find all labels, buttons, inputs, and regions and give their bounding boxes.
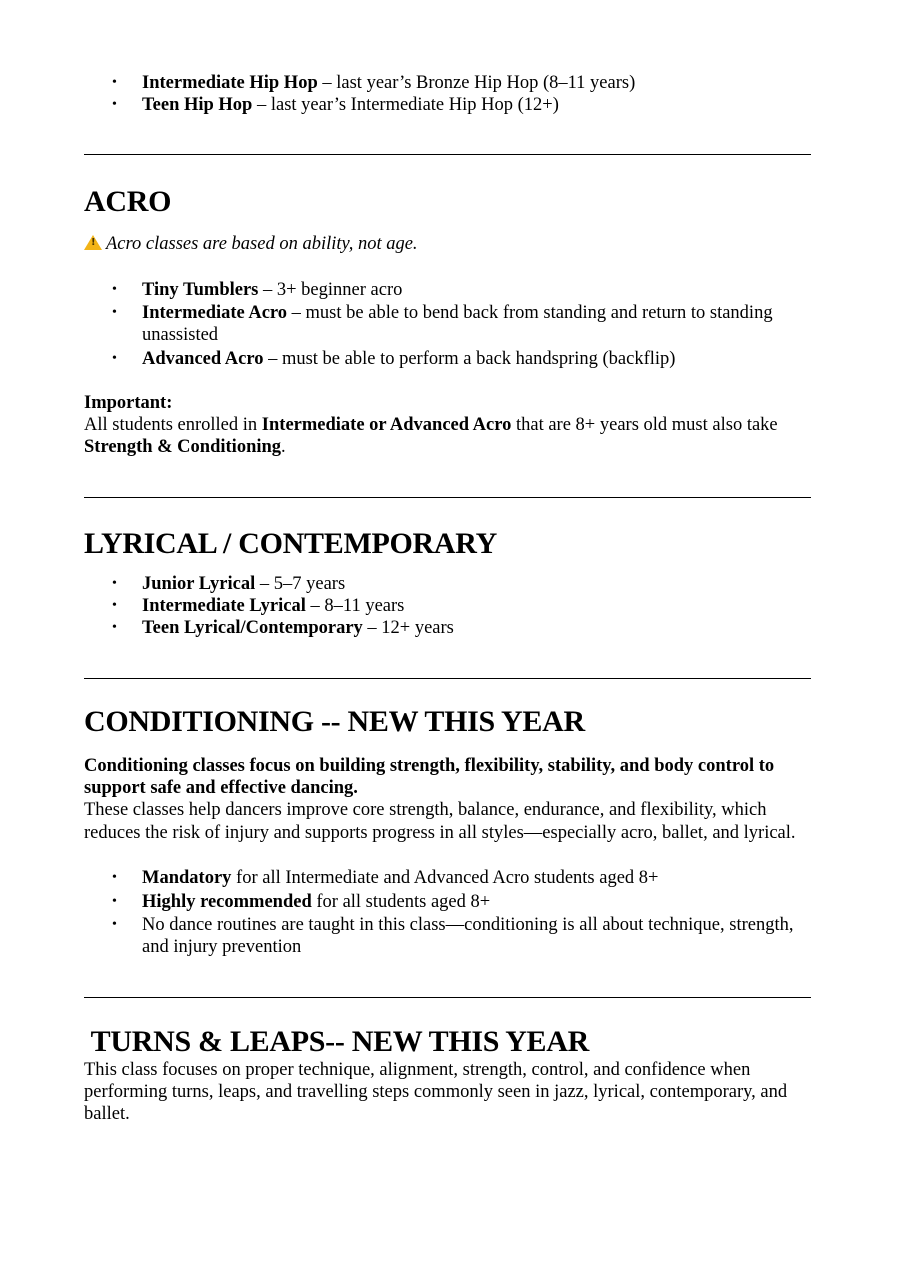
acro-heading: ACRO bbox=[84, 185, 172, 218]
class-name: Junior Lyrical bbox=[142, 574, 256, 594]
list-item bbox=[84, 595, 811, 617]
class-name: Intermediate Acro bbox=[142, 303, 288, 323]
class-desc: – must be able to bend back from standing and return to standing unassisted bbox=[142, 303, 773, 345]
warning-icon: ! bbox=[84, 235, 102, 250]
conditioning-list bbox=[84, 867, 811, 958]
acro-warning-text: Acro classes are based on ability, not age. bbox=[106, 234, 418, 254]
important-text: . bbox=[281, 437, 286, 457]
important-text: All students enrolled in bbox=[84, 415, 262, 435]
lyrical-heading: LYRICAL / CONTEMPORARY bbox=[84, 527, 497, 560]
important-text: that are 8+ years old must also take bbox=[511, 415, 778, 435]
class-name: Tiny Tumblers bbox=[142, 280, 259, 300]
class-desc: – last year’s Intermediate Hip Hop (12+) bbox=[252, 95, 559, 115]
bullet: • bbox=[112, 75, 117, 90]
class-name: Advanced Acro bbox=[142, 349, 264, 369]
bullet: • bbox=[112, 917, 117, 932]
bullet: • bbox=[112, 870, 117, 885]
class-name: Teen Hip Hop bbox=[142, 95, 253, 115]
acro-list bbox=[84, 279, 811, 370]
bullet: • bbox=[112, 576, 117, 591]
document-page bbox=[84, 72, 811, 1125]
turns-body: This class focuses on proper technique, alignment, strength, control, and confidence when performing turns, leaps, and travelling steps commonly seen in jazz, lyrical, contemporary, and ballet. bbox=[84, 1060, 788, 1124]
class-name: Intermediate Lyrical bbox=[142, 596, 306, 616]
bullet: • bbox=[112, 97, 117, 112]
class-desc: – 5–7 years bbox=[255, 574, 346, 594]
conditioning-lead bbox=[84, 755, 811, 799]
turns-heading: TURNS & LEAPS-- NEW THIS YEAR bbox=[84, 1025, 589, 1058]
bullet: • bbox=[112, 598, 117, 613]
class-desc: No dance routines are taught in this class—conditioning is all about technique, strength, and injury prevention bbox=[142, 915, 794, 957]
class-desc: – 12+ years bbox=[362, 618, 454, 638]
list-item bbox=[84, 72, 811, 94]
bullet: • bbox=[112, 894, 117, 909]
class-desc: for all Intermediate and Advanced Acro students aged 8+ bbox=[231, 868, 659, 888]
bullet: • bbox=[112, 305, 117, 320]
class-name: Mandatory bbox=[142, 868, 232, 888]
section-divider bbox=[84, 678, 811, 679]
bullet: • bbox=[112, 351, 117, 366]
important-bold: Intermediate or Advanced Acro bbox=[261, 415, 512, 435]
list-item bbox=[84, 573, 811, 595]
list-item bbox=[84, 279, 811, 301]
class-name: Highly recommended bbox=[142, 892, 312, 912]
important-bold: Strength & Conditioning bbox=[84, 437, 282, 457]
conditioning-heading: CONDITIONING -- NEW THIS YEAR bbox=[84, 705, 585, 738]
list-item bbox=[84, 302, 811, 346]
conditioning-body: These classes help dancers improve core strength, balance, endurance, and flexibility, which reduces the risk of injury and supports progress in all styles—especially acro, ballet, and lyrical. bbox=[84, 800, 796, 843]
list-item bbox=[84, 348, 811, 370]
bullet: • bbox=[112, 282, 117, 297]
list-item bbox=[84, 914, 811, 958]
conditioning-lead-text: Conditioning classes focus on building strength, flexibility, stability, and body control to support safe and effective dancing. bbox=[84, 756, 775, 798]
section-divider bbox=[84, 997, 811, 998]
section-divider bbox=[84, 154, 811, 155]
list-item bbox=[84, 617, 811, 639]
class-desc: – 8–11 years bbox=[305, 596, 405, 616]
list-item bbox=[84, 867, 811, 889]
acro-important-text bbox=[84, 414, 811, 458]
class-desc: for all students aged 8+ bbox=[311, 892, 491, 912]
section-divider bbox=[84, 497, 811, 498]
list-item bbox=[84, 94, 811, 116]
acro-important-label bbox=[84, 392, 811, 414]
list-item bbox=[84, 891, 811, 913]
lyrical-list bbox=[84, 573, 811, 639]
class-desc: – 3+ beginner acro bbox=[258, 280, 403, 300]
class-desc: – last year’s Bronze Hip Hop (8–11 years) bbox=[317, 73, 636, 93]
class-name: Intermediate Hip Hop bbox=[142, 73, 318, 93]
class-name: Teen Lyrical/Contemporary bbox=[142, 618, 363, 638]
important-label: Important: bbox=[84, 393, 173, 413]
class-desc: – must be able to perform a back handspring (backflip) bbox=[263, 349, 676, 369]
hiphop-list bbox=[84, 72, 811, 116]
bullet: • bbox=[112, 620, 117, 635]
acro-warning bbox=[84, 233, 811, 255]
